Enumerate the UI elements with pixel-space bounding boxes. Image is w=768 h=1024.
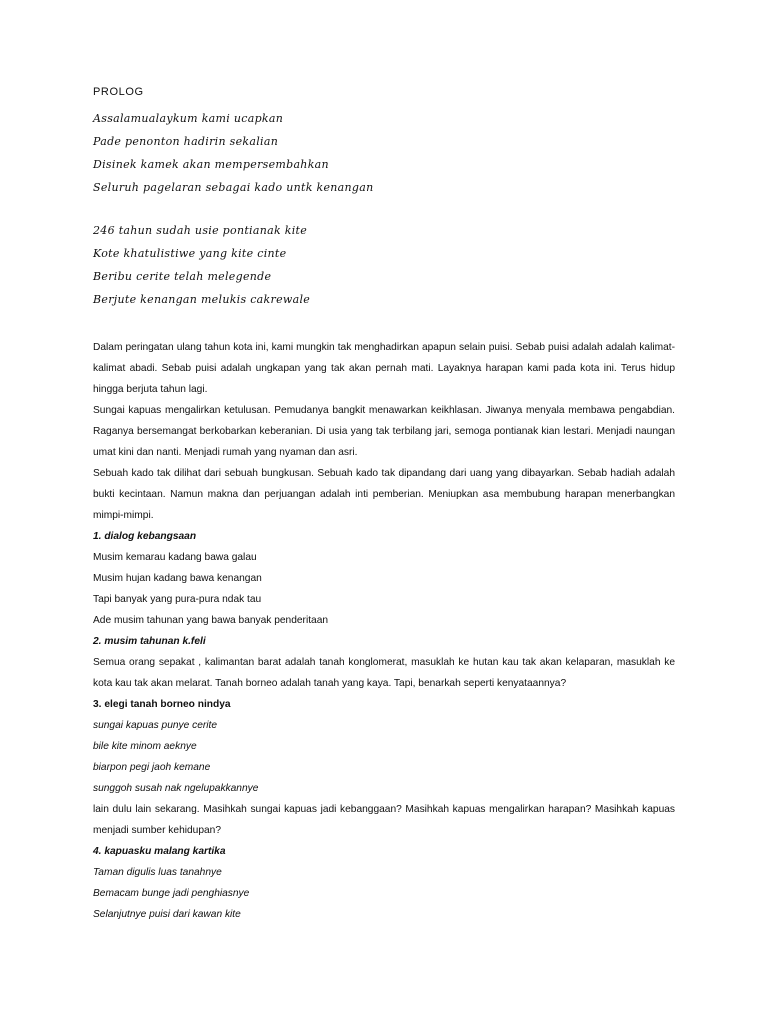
verse-line: Musim kemarau kadang bawa galau bbox=[93, 552, 257, 563]
stanza-line: Disinek kamek akan mempersembahkan bbox=[93, 158, 329, 171]
verse-line: Ade musim tahunan yang bawa banyak penderitaan bbox=[93, 615, 329, 626]
verse-line: Taman digulis luas tanahnye bbox=[93, 867, 222, 878]
paragraph: Semua orang sepakat , kalimantan barat adalah tanah konglomerat, masuklah ke hutan kau tak akan kelaparan, masuklah ke kota kau tak akan melarat. Tanah borneo adalah tanah yang kaya. Tapi, benarkah seperti kenyataannya? bbox=[93, 657, 675, 689]
prolog-heading: PROLOG bbox=[93, 86, 144, 98]
paragraph: Dalam peringatan ulang tahun kota ini, kami mungkin tak menghadirkan apapun selain puisi. Sebab puisi adalah adalah kalimat-kalimat abadi. Sebab puisi adalah ungkapan yang tak akan pernah mati. Layaknya harapan kami pada kota ini. Terus hidup hingga berjuta tahun lagi. bbox=[93, 342, 675, 395]
verse-line: Selanjutnye puisi dari kawan kite bbox=[93, 909, 241, 920]
verse-line: Bemacam bunge jadi penghiasnye bbox=[93, 888, 250, 899]
stanza-line: Berjute kenangan melukis cakrewale bbox=[93, 293, 311, 306]
second-stanza bbox=[93, 219, 573, 311]
paragraph: lain dulu lain sekarang. Masihkah sungai kapuas jadi kebanggaan? Masihkah kapuas mengalirkan harapan? Masihkah kapuas menjadi sumber kehidupan? bbox=[93, 804, 675, 836]
section-title: 4. kapuasku malang kartika bbox=[93, 846, 226, 857]
verse-line: Tapi banyak yang pura-pura ndak tau bbox=[93, 594, 262, 605]
stanza-line: Seluruh pagelaran sebagai kado untk kenangan bbox=[93, 181, 374, 194]
opening-stanza bbox=[93, 107, 573, 199]
stanza-line: Kote khatulistiwe yang kite cinte bbox=[93, 247, 287, 260]
stanza-line: Beribu cerite telah melegende bbox=[93, 270, 272, 283]
stanza-line: 246 tahun sudah usie pontianak kite bbox=[93, 224, 308, 237]
verse-line: bile kite minom aeknye bbox=[93, 741, 197, 752]
document-body bbox=[93, 337, 675, 925]
paragraph: Sebuah kado tak dilihat dari sebuah bungkusan. Sebuah kado tak dipandang dari uang yang dibayarkan. Sebab hadiah adalah bukti kecintaan. Namun makna dan perjuangan adalah inti pemberian. Meniupkan asa membubung harapan menerbangkan mimpi-mimpi. bbox=[93, 468, 675, 521]
paragraph: Sungai kapuas mengalirkan ketulusan. Pemudanya bangkit menawarkan keikhlasan. Jiwanya menyala membawa pengabdian. Raganya bersemangat berkobarkan keberanian. Di usia yang tak terbilang jari, semoga pontianak kian lestari. Menjadi naungan umat kini dan nanti. Menjadi rumah yang nyaman dan asri. bbox=[93, 405, 675, 458]
stanza-line: Assalamualaykum kami ucapkan bbox=[93, 112, 284, 125]
verse-line: sungai kapuas punye cerite bbox=[93, 720, 218, 731]
stanza-line: Pade penonton hadirin sekalian bbox=[93, 135, 279, 148]
verse-line: sunggoh susah nak ngelupakkannye bbox=[93, 783, 259, 794]
section-title: 1. dialog kebangsaan bbox=[93, 531, 197, 542]
verse-line: Musim hujan kadang bawa kenangan bbox=[93, 573, 262, 584]
section-title: 2. musim tahunan k.feli bbox=[93, 636, 206, 647]
section-title: 3. elegi tanah borneo nindya bbox=[93, 699, 231, 710]
verse-line: biarpon pegi jaoh kemane bbox=[93, 762, 211, 773]
